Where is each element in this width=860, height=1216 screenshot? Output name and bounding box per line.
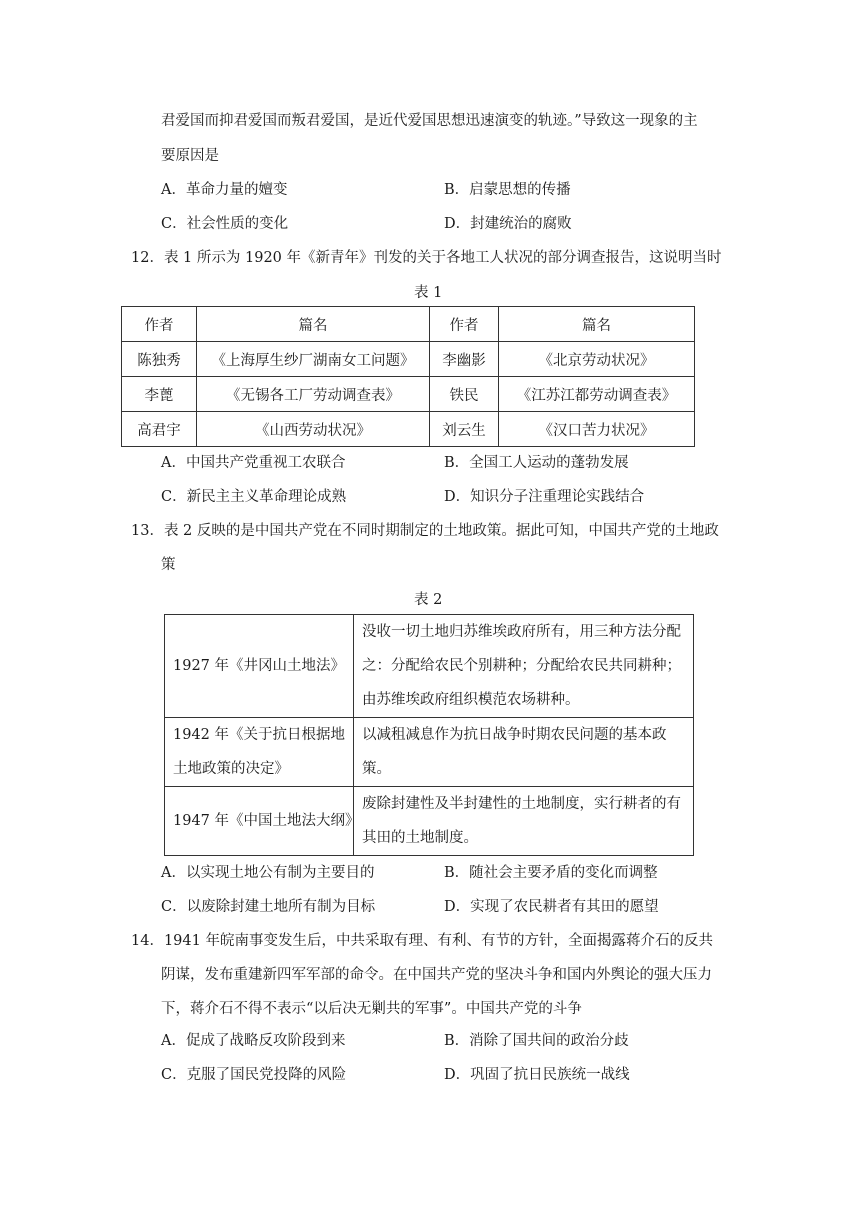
q11-option-b: B．启蒙思想的传播	[444, 182, 571, 198]
q14-option-d: D．巩固了抗日民族统一战线	[444, 1067, 630, 1083]
table-cell: 废除封建性及半封建性的土地制度，实行耕者的有其田的土地制度。	[354, 787, 694, 856]
table-header-cell: 篇名	[499, 307, 695, 342]
q14-option-c: C．克服了国民党投降的风险	[161, 1067, 347, 1083]
table-header-cell: 篇名	[197, 307, 430, 342]
table-cell: 李蓖	[122, 377, 197, 412]
q14-stem-line: 下，蒋介石不得不表示“以后决无剿共的军事”。中国共产党的斗争	[161, 1001, 582, 1017]
q12-option-c: C．新民主主义革命理论成熟	[161, 489, 347, 505]
q12-option-d: D．知识分子注重理论实践结合	[444, 489, 645, 505]
q12-option-b: B．全国工人运动的蓬勃发展	[444, 455, 629, 471]
table-cell: 铁民	[430, 377, 499, 412]
table-row	[165, 787, 694, 856]
table-cell: 《江苏江都劳动调查表》	[499, 377, 695, 412]
table-cell: 以减租减息作为抗日战争时期农民问题的基本政策。	[354, 718, 694, 787]
table-cell: 高君宇	[122, 412, 197, 447]
table-cell: 1927 年《井冈山土地法》	[165, 615, 354, 718]
table-row	[122, 342, 695, 377]
table-header-cell: 作者	[122, 307, 197, 342]
q14-stem-line: 14．1941 年皖南事变发生后，中共采取有理、有利、有节的方针，全面揭露蒋介石的反共	[131, 933, 713, 949]
table-1	[121, 306, 695, 447]
table-cell: 《无锡各工厂劳动调查表》	[197, 377, 430, 412]
q12-option-a: A．中国共产党重视工农联合	[161, 455, 346, 471]
q11-option-d: D．封建统治的腐败	[444, 216, 572, 232]
q12-stem: 12．表 1 所示为 1920 年《新青年》刊发的关于各地工人状况的部分调查报告，这说明当时	[131, 250, 722, 266]
table-cell: 李幽影	[430, 342, 499, 377]
table-cell: 《北京劳动状况》	[499, 342, 695, 377]
table-cell: 《上海厚生纱厂湖南女工问题》	[197, 342, 430, 377]
table-header-row	[122, 307, 695, 342]
q11-option-c: C．社会性质的变化	[161, 216, 289, 232]
q13-option-b: B．随社会主要矛盾的变化而调整	[444, 865, 658, 881]
table-cell: 1947 年《中国土地法大纲》	[165, 787, 354, 856]
table-2-title: 表 2	[414, 592, 443, 608]
table-cell: 1942 年《关于抗日根据地土地政策的决定》	[165, 718, 354, 787]
q14-option-b: B．消除了国共间的政治分歧	[444, 1033, 629, 1049]
table-cell: 陈独秀	[122, 342, 197, 377]
q11-stem-line: 要原因是	[161, 148, 219, 164]
q13-stem-line: 13．表 2 反映的是中国共产党在不同时期制定的土地政策。据此可知，中国共产党的土地政	[131, 523, 719, 539]
q14-option-a: A．促成了战略反攻阶段到来	[161, 1033, 346, 1049]
table-row	[122, 377, 695, 412]
q13-option-c: C．以废除封建土地所有制为目标	[161, 899, 376, 915]
table-row	[165, 718, 694, 787]
table-cell: 没收一切土地归苏维埃政府所有，用三种方法分配之：分配给农民个别耕种；分配给农民共同耕种；由苏维埃政府组织模范农场耕种。	[354, 615, 694, 718]
table-1-title: 表 1	[414, 285, 443, 301]
table-cell: 《山西劳动状况》	[197, 412, 430, 447]
table-row	[122, 412, 695, 447]
q13-option-d: D．实现了农民耕者有其田的愿望	[444, 899, 659, 915]
table-2	[164, 614, 694, 856]
q14-stem-line: 阴谋，发布重建新四军军部的命令。在中国共产党的坚决斗争和国内外舆论的强大压力	[161, 967, 712, 983]
q11-option-a: A．革命力量的嬗变	[161, 182, 288, 198]
table-row	[165, 615, 694, 718]
q13-stem-line: 策	[161, 557, 176, 573]
table-cell: 《汉口苦力状况》	[499, 412, 695, 447]
table-cell: 刘云生	[430, 412, 499, 447]
table-header-cell: 作者	[430, 307, 499, 342]
q13-option-a: A．以实现土地公有制为主要目的	[161, 865, 375, 881]
q11-stem-line: 君爱国而抑君爱国而叛君爱国，是近代爱国思想迅速演变的轨迹。”导致这一现象的主	[161, 113, 698, 129]
